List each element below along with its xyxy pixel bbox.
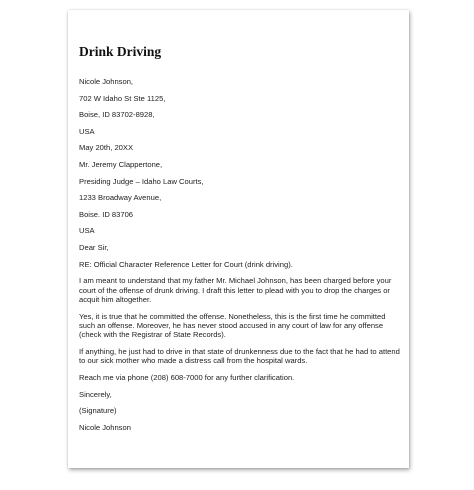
salutation: Dear Sir, bbox=[79, 242, 109, 252]
recipient-name: Mr. Jeremy Clappertone, bbox=[79, 159, 163, 169]
subject-line: RE: Official Character Reference Letter for Court (drink driving). bbox=[79, 259, 293, 269]
closing: Sincerely, bbox=[79, 389, 112, 399]
recipient-title: Presiding Judge – Idaho Law Courts, bbox=[79, 176, 204, 186]
signature-placeholder: (Signature) bbox=[79, 406, 117, 416]
letter-page bbox=[68, 10, 409, 468]
sender-name: Nicole Johnson, bbox=[79, 77, 134, 86]
letter-body bbox=[79, 77, 401, 439]
paragraph-contact: Reach me via phone (208) 608-7000 for any further clarification. bbox=[79, 372, 295, 382]
sender-country: USA bbox=[79, 126, 95, 136]
paragraph-charge: I am meant to understand that my father Mr. Michael Johnson, has been charged before your court of the offense of drunk driving. I draft this letter to plead with you to drop the charges or acquit him altogether. bbox=[79, 276, 392, 304]
sender-street: 702 W Idaho St Ste 1125, bbox=[79, 93, 166, 103]
letter-date: May 20th, 20XX bbox=[79, 143, 134, 153]
paragraph-offense: Yes, it is true that he committed the offense. Nonetheless, this is the first time he committed such an offense. Moreover, he has never stood accused in any court of law for any offense (check with the Registrar of State Records). bbox=[79, 311, 386, 340]
document-title: Drink Driving bbox=[79, 44, 162, 59]
paragraph-reason: If anything, he just had to drive in that state of drunkenness due to the fact that he had to attend to our sick mother who made a distress call from the hospital wards. bbox=[79, 346, 400, 366]
recipient-country: USA bbox=[79, 226, 95, 236]
recipient-city: Boise. ID 83706 bbox=[79, 209, 134, 219]
sender-city: Boise, ID 83702-8928, bbox=[79, 110, 155, 120]
recipient-street: 1233 Broadway Avenue, bbox=[79, 193, 162, 203]
signer-name: Nicole Johnson bbox=[79, 422, 131, 432]
